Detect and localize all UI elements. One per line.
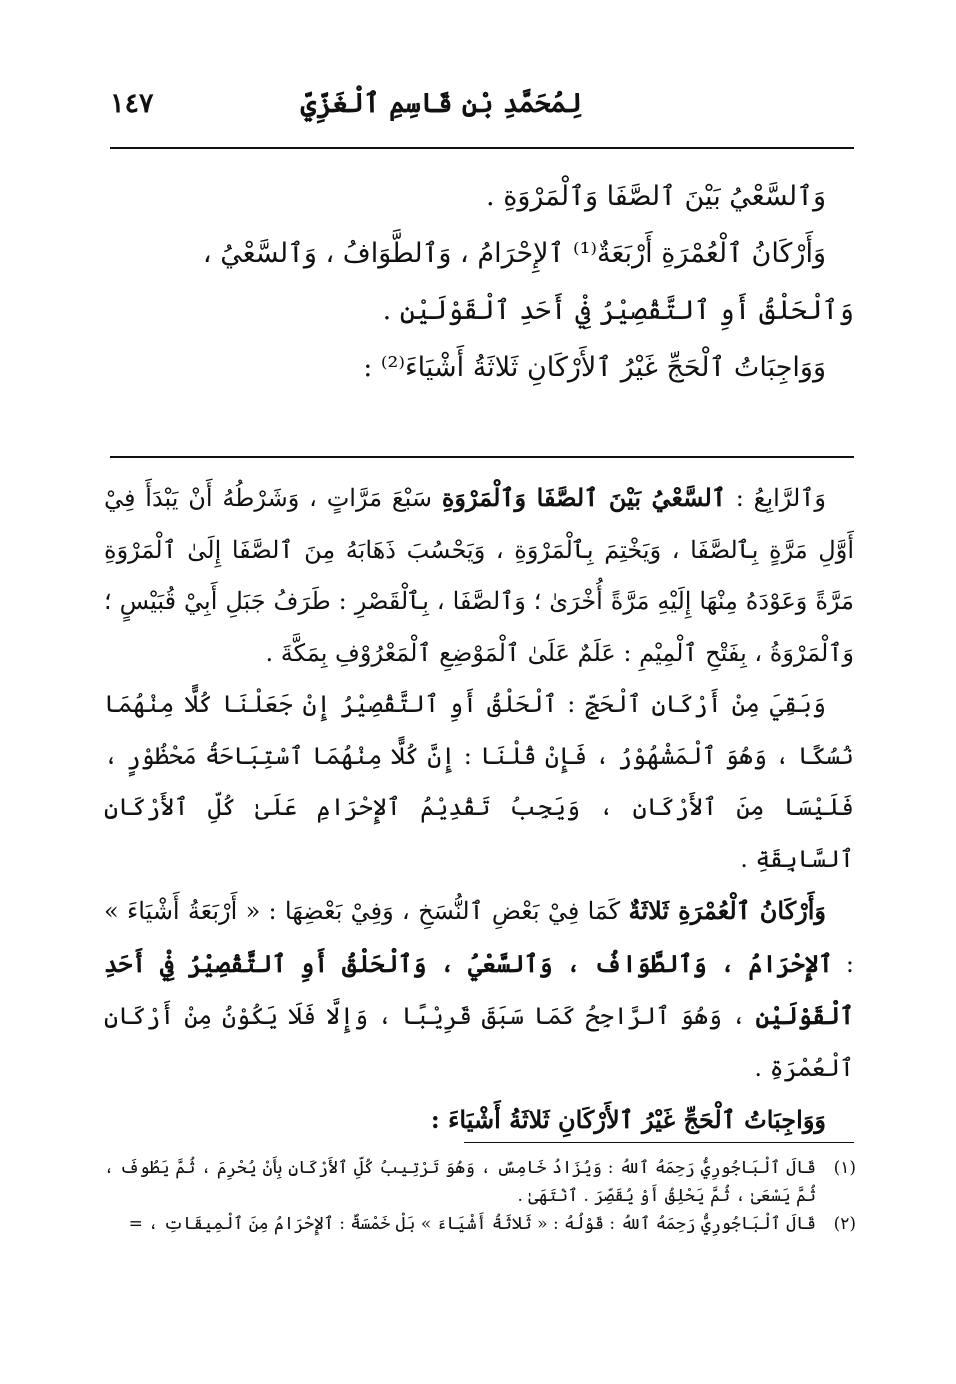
- page-number: ١٤٧: [110, 88, 154, 119]
- commentary-paragraph-3: [104, 885, 854, 1094]
- footnotes: [104, 1154, 856, 1238]
- commentary-p1-quoted: ٱلسَّعْيُ بَيْنَ ٱلصَّفَا وَٱلْمَرْوَةِ: [441, 483, 726, 512]
- matn-line-2: وَأَرْكَانُ ٱلْعُمْرَةِ أَرْبَعَةٌ⁽¹⁾ ٱلإِحْرَامُ ، وَٱلطَّوَافُ ، وَٱلسَّعْيُ ،: [202, 238, 826, 269]
- commentary-p3-quoted-2: ٱلإِحْرَامُ ، وَٱلطَّوَافُ ، وَٱلسَّعْيُ ، وَٱلْحَلْقُ أَوِ ٱلتَّقْصِيْرُ فِيْ أَحَدِ ٱلْقَوْلَيْنِ: [104, 948, 854, 1030]
- page-header: [110, 88, 852, 138]
- commentary-p3-body-1: كَمَا فِيْ بَعْضِ ٱلنُّسَخِ ، وَفِيْ بَعْضِهَا : « أَرْبَعَةُ أَشْيَاءَ » :: [104, 897, 854, 978]
- commentary-p1-intro: وَٱلرَّابِعُ :: [735, 484, 826, 512]
- commentary-paragraph-4: [104, 1094, 854, 1147]
- section-divider: [110, 456, 854, 458]
- running-title: لِمُحَمَّدِ بْنِ قَاسِمِ ٱلْغَزِّيِّ: [300, 88, 582, 119]
- commentary-text: [104, 472, 854, 1147]
- footnote-number: (١): [833, 1158, 856, 1178]
- footnote-1: [104, 1154, 856, 1210]
- footnote-number: (٢): [833, 1214, 856, 1234]
- footnote-text: قَالَ ٱلْبَاجُورِيُّ رَحِمَهُ ٱللهُ : وَيُزَادُ خَامِسٌ ، وَهُوَ تَرْتِيبُ كُلِّ ٱلأَرْكَانِ بِأَنْ يُحْرِمَ ، ثُمَّ يَطُوفَ ، ثُمَّ يَسْعَىٰ ، ثُمَّ يَحْلِقُ أَوْ يُقَصِّرَ . ٱنْتَهَىٰ .: [104, 1158, 816, 1206]
- matn-line-1: وَٱلسَّعْيُ بَيْنَ ٱلصَّفَا وَٱلْمَرْوَةِ .: [486, 181, 826, 212]
- commentary-paragraph-2: وَبَقِيَ مِنْ أَرْكَانِ ٱلْحَجِّ : ٱلْحَلْقُ أَوِ ٱلتَّقْصِيْرُ إِنْ جَعَلْنَا كُلًّا مِنْهُمَا نُسُكًا ، وَهُوَ ٱلْمَشْهُوْرُ ، فَإِنْ قُلْنَا : إِنَّ كُلًّا مِنْهُمَا ٱسْتِبَاحَةُ مَحْظُوْرٍ ، فَلَيْسَا مِنَ ٱلأَرْكَانِ ، وَيَجِبُ تَقْدِيْمُ ٱلإِحْرَامِ عَلَىٰ كُلِّ ٱلأَرْكَانِ ٱلسَّابِقَةِ .: [104, 690, 854, 873]
- commentary-p3-body-2: ، وَهُوَ ٱلرَّاجِحُ كَمَا سَبَقَ قَرِيْبًا ، وَإِلَّا فَلَا يَكُوْنُ مِنْ أَرْكَانِ ٱلْعُمْرَةِ .: [104, 1002, 854, 1082]
- header-rule: [110, 147, 854, 149]
- commentary-p4-quoted: وَوَاجِبَاتُ ٱلْحَجِّ غَيْرُ ٱلأَرْكَانِ ثَلاثَةُ أَشْيَاءَ :: [430, 1105, 826, 1134]
- footnote-text: قَالَ ٱلْبَاجُورِيُّ رَحِمَهُ ٱللهُ : قَوْلُهُ : « ثَلاثَةُ أَشْيَاءَ » بَلْ خَمْسَةٌ : ٱلإِحْرَامُ مِنَ ٱلْمِيقَاتِ ، =: [128, 1214, 816, 1234]
- commentary-paragraph-1: [104, 472, 854, 679]
- matn-line-3: وَٱلْحَلْقُ أَوِ ٱلتَّقْصِيْرُ فِيْ أَحَدِ ٱلْقَوْلَيْنِ .: [382, 295, 854, 326]
- commentary-p1-body: سَبْعَ مَرَّاتٍ ، وَشَرْطُهُ أَنْ يَبْدَأَ فِيْ أَوَّلِ مَرَّةٍ بِٱلصَّفَا ، وَيَخْتِمَ بِٱلْمَرْوَةِ ، وَيَحْسُبَ ذَهَابَهُ مِنَ ٱلصَّفَا إِلَىٰ ٱلْمَرْوَةِ مَرَّةً وَعَوْدَهُ مِنْهَا إِلَيْهِ مَرَّةً أُخْرَىٰ ؛ وَٱلصَّفَا ، بِٱلْقَصْرِ : طَرَفُ جَبَلِ أَبِيْ قُبَيْسٍ ؛ وَٱلْمَرْوَةُ ، بِفَتْحِ ٱلْمِيْمِ : عَلَمٌ عَلَىٰ ٱلْمَوْضِعِ ٱلْمَعْرُوْفِ بِمَكَّةَ .: [104, 484, 854, 667]
- footnote-rule: [464, 1142, 854, 1143]
- matn-line-4: وَوَاجِبَاتُ ٱلْحَجِّ غَيْرُ ٱلأَرْكَانِ ثَلاثَةُ أَشْيَاءَ⁽²⁾ :: [363, 352, 826, 383]
- commentary-p3-quoted-1: وَأَرْكَانُ ٱلْعُمْرَةِ ثَلاثَةٌ: [628, 896, 826, 925]
- footnote-2: [104, 1210, 856, 1238]
- main-text: [110, 168, 854, 396]
